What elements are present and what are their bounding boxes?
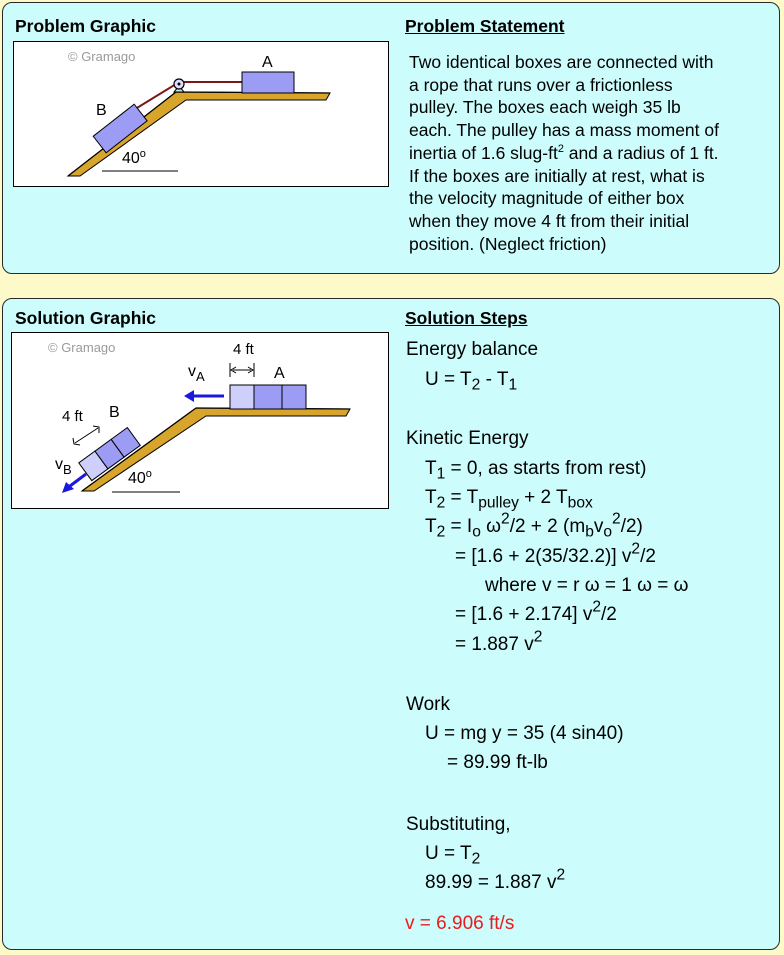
problem-panel [2,2,780,274]
solution-panel [2,298,780,950]
step-heading: Substituting, [406,814,511,835]
dimension-b-arrow [75,428,98,443]
statement-line: inertia of 1.6 slug-$ft^2$ and a radius of 1 ft. [409,142,719,163]
step-equation: $T_2 = T_{pulley} + 2$ $T_{box}$ [425,487,593,512]
step-equation: $T_1 = 0$, as starts from rest) [425,458,647,483]
problem-statement [409,51,779,255]
velocity-b-subscript: B [63,462,72,477]
statement-line: Two identical boxes are connected with [409,52,714,72]
box-a-segment [282,385,306,409]
solution-figure [11,332,389,509]
problem-figure [13,41,389,187]
angle-value: 40 [122,150,140,167]
svg-text:40o [128,468,152,487]
velocity-b-symbol: v [55,456,63,473]
box-a-initial-segment [230,385,254,409]
box-b-label: B [109,404,120,421]
step-equation: $T_2 = I_o$ $\omega^2/2 + 2$ $(m_bv_o^2/2)$ [425,510,643,541]
svg-text:vA [188,363,205,384]
step-equation: where v = r ω = 1 ω = ω [485,575,689,596]
dimension-b-label: 4 ft [62,408,83,425]
step-equation: U = mg y = 35 (4 sin40) [425,723,624,744]
box-a-label: A [262,54,273,71]
velocity-a-symbol: v [188,363,196,380]
statement-line: a rope that runs over a frictionless [409,74,673,95]
box-b-label: B [96,102,107,119]
statement-line: pulley. The boxes each weigh 35 lb [409,97,681,118]
problem-copyright: © Gramago [68,49,136,64]
box-a [254,385,282,409]
statement-line: position. (Neglect friction) [409,233,607,254]
problem-graphic-title: Problem Graphic [15,16,157,36]
step-equation: = [1.6 + 2.174] $v^2/2$ [455,598,617,625]
svg-text:vB [55,456,72,477]
velocity-a-subscript: A [196,369,205,384]
statement-line: when they move 4 ft from their initial [409,210,690,231]
angle-value: 40 [128,470,146,487]
solution-graphic-title: Solution Graphic [15,308,156,328]
statement-line: the velocity magnitude of either box [409,188,685,209]
solution-steps-title: Solution Steps [405,308,528,328]
step-equation: $U = T_2 - T_1$ [425,369,518,394]
angle-unit: o [145,468,152,480]
step-equation: $U = T_2$ [425,843,481,868]
statement-line: If the boxes are initially at rest, what is [409,165,705,186]
statement-line: each. The pulley has a mass moment of [409,120,719,141]
step-heading: Kinetic Energy [406,428,529,449]
step-equation: 89.99 = 1.887 $v^2$ [425,866,566,893]
problem-statement-title: Problem Statement [405,16,565,36]
svg-text:40o [122,148,146,167]
dimension-a-label: 4 ft [233,341,254,358]
step-heading: Work [406,694,450,715]
angle-unit: o [139,148,146,160]
solution-copyright: © Gramago [48,340,116,355]
step-equation: = [1.6 + 2(35/32.2)] $v^2/2$ [455,540,656,567]
box-a-label: A [274,365,285,382]
box-a [242,72,294,93]
step-equation: = 89.99 ft-lb [447,752,548,773]
step-heading: Energy balance [406,339,539,360]
velocity-b-arrow [70,474,86,486]
final-answer: v = 6.906 ft/s [405,913,515,934]
step-equation: = 1.887 $v^2$ [455,628,543,655]
